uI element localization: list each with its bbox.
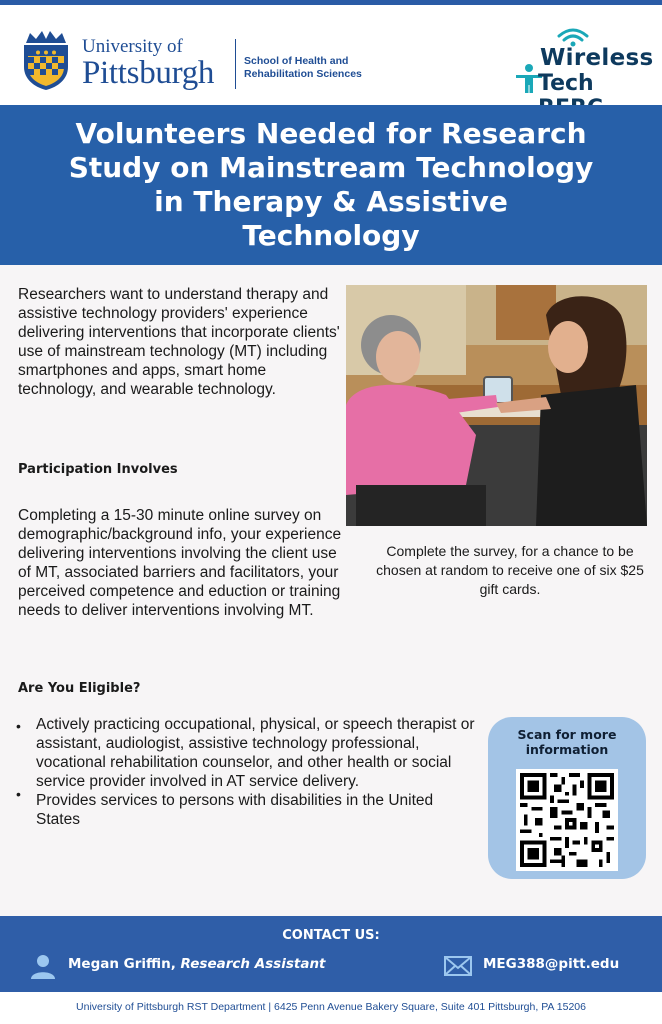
main-content (0, 265, 662, 916)
pitt-wordmark-line2: Pittsburgh (82, 55, 215, 91)
school-name-line2: Rehabilitation Sciences (244, 68, 362, 80)
partner-name-line1: Wireless (540, 45, 654, 71)
pitt-wordmark-line1: University of (82, 36, 183, 57)
qr-callout (488, 717, 646, 879)
contact-footer (0, 916, 662, 992)
study-photo-image (346, 285, 647, 526)
pitt-wordmark (82, 37, 214, 89)
department-address: University of Pittsburgh RST Department | 6425 Penn Avenue Bakery Square, Suite 401 Pittsburgh, PA 15206 (76, 1001, 586, 1013)
person-icon (30, 953, 56, 979)
study-photo (346, 285, 647, 526)
eligibility-bullet: • (16, 718, 21, 734)
participation-text: Completing a 15-30 minute online survey on demographic/background info, your experience delivering interventions involving the client use of MT, associated barriers and facilitators, your perceived competence and eduction or training needs to deliver interventions involving MT. (18, 507, 342, 619)
wifi-icon (556, 27, 590, 47)
contact-name (68, 956, 326, 972)
contact-email[interactable]: MEG388@pitt.edu (483, 956, 620, 972)
wireless-tech-logo (512, 27, 652, 97)
school-name-line1: School of Health and (244, 55, 349, 67)
eligibility-bullet: • (16, 786, 21, 802)
mail-icon (444, 956, 472, 976)
address-bar (0, 992, 662, 1024)
contact-person-name: Megan Griffin, (68, 956, 176, 972)
title-banner (0, 105, 662, 265)
qr-code-image (520, 773, 614, 867)
eligibility-heading: Are You Eligible? (18, 681, 141, 696)
logo-divider (235, 39, 236, 89)
partner-name-line2: Tech (538, 71, 594, 96)
qr-code[interactable] (516, 769, 618, 871)
qr-title: Scan for more information (517, 727, 617, 757)
participation-heading: Participation Involves (18, 462, 178, 477)
school-name (244, 55, 362, 81)
intro-paragraph: Researchers want to understand therapy and assistive technology providers' experience delivering interventions that incorporate clients' use of mainstream technology (MT) including smartphones and apps, smart home technology, and wearable technology. (18, 286, 340, 398)
contact-heading: CONTACT US: (282, 928, 380, 943)
eligibility-item: Actively practicing occupational, physical, or speech therapist or assistant, audiologist, assistive technology professional, vocational rehabilitation counselor, and other health or social service provider involved in AT service delivery. (36, 716, 475, 790)
pitt-shield-icon (20, 27, 72, 91)
header (0, 5, 662, 105)
contact-role: Research Assistant (180, 956, 326, 972)
eligibility-item: Provides services to persons with disabilities in the United States (36, 792, 434, 828)
eligibility-list (16, 715, 476, 829)
page-title: Volunteers Needed for Research Study on Mainstream Technology in Therapy & Assistive Technology (68, 117, 594, 252)
gift-card-caption: Complete the survey, for a chance to be chosen at random to receive one of six $25 gift cards. (376, 543, 644, 597)
